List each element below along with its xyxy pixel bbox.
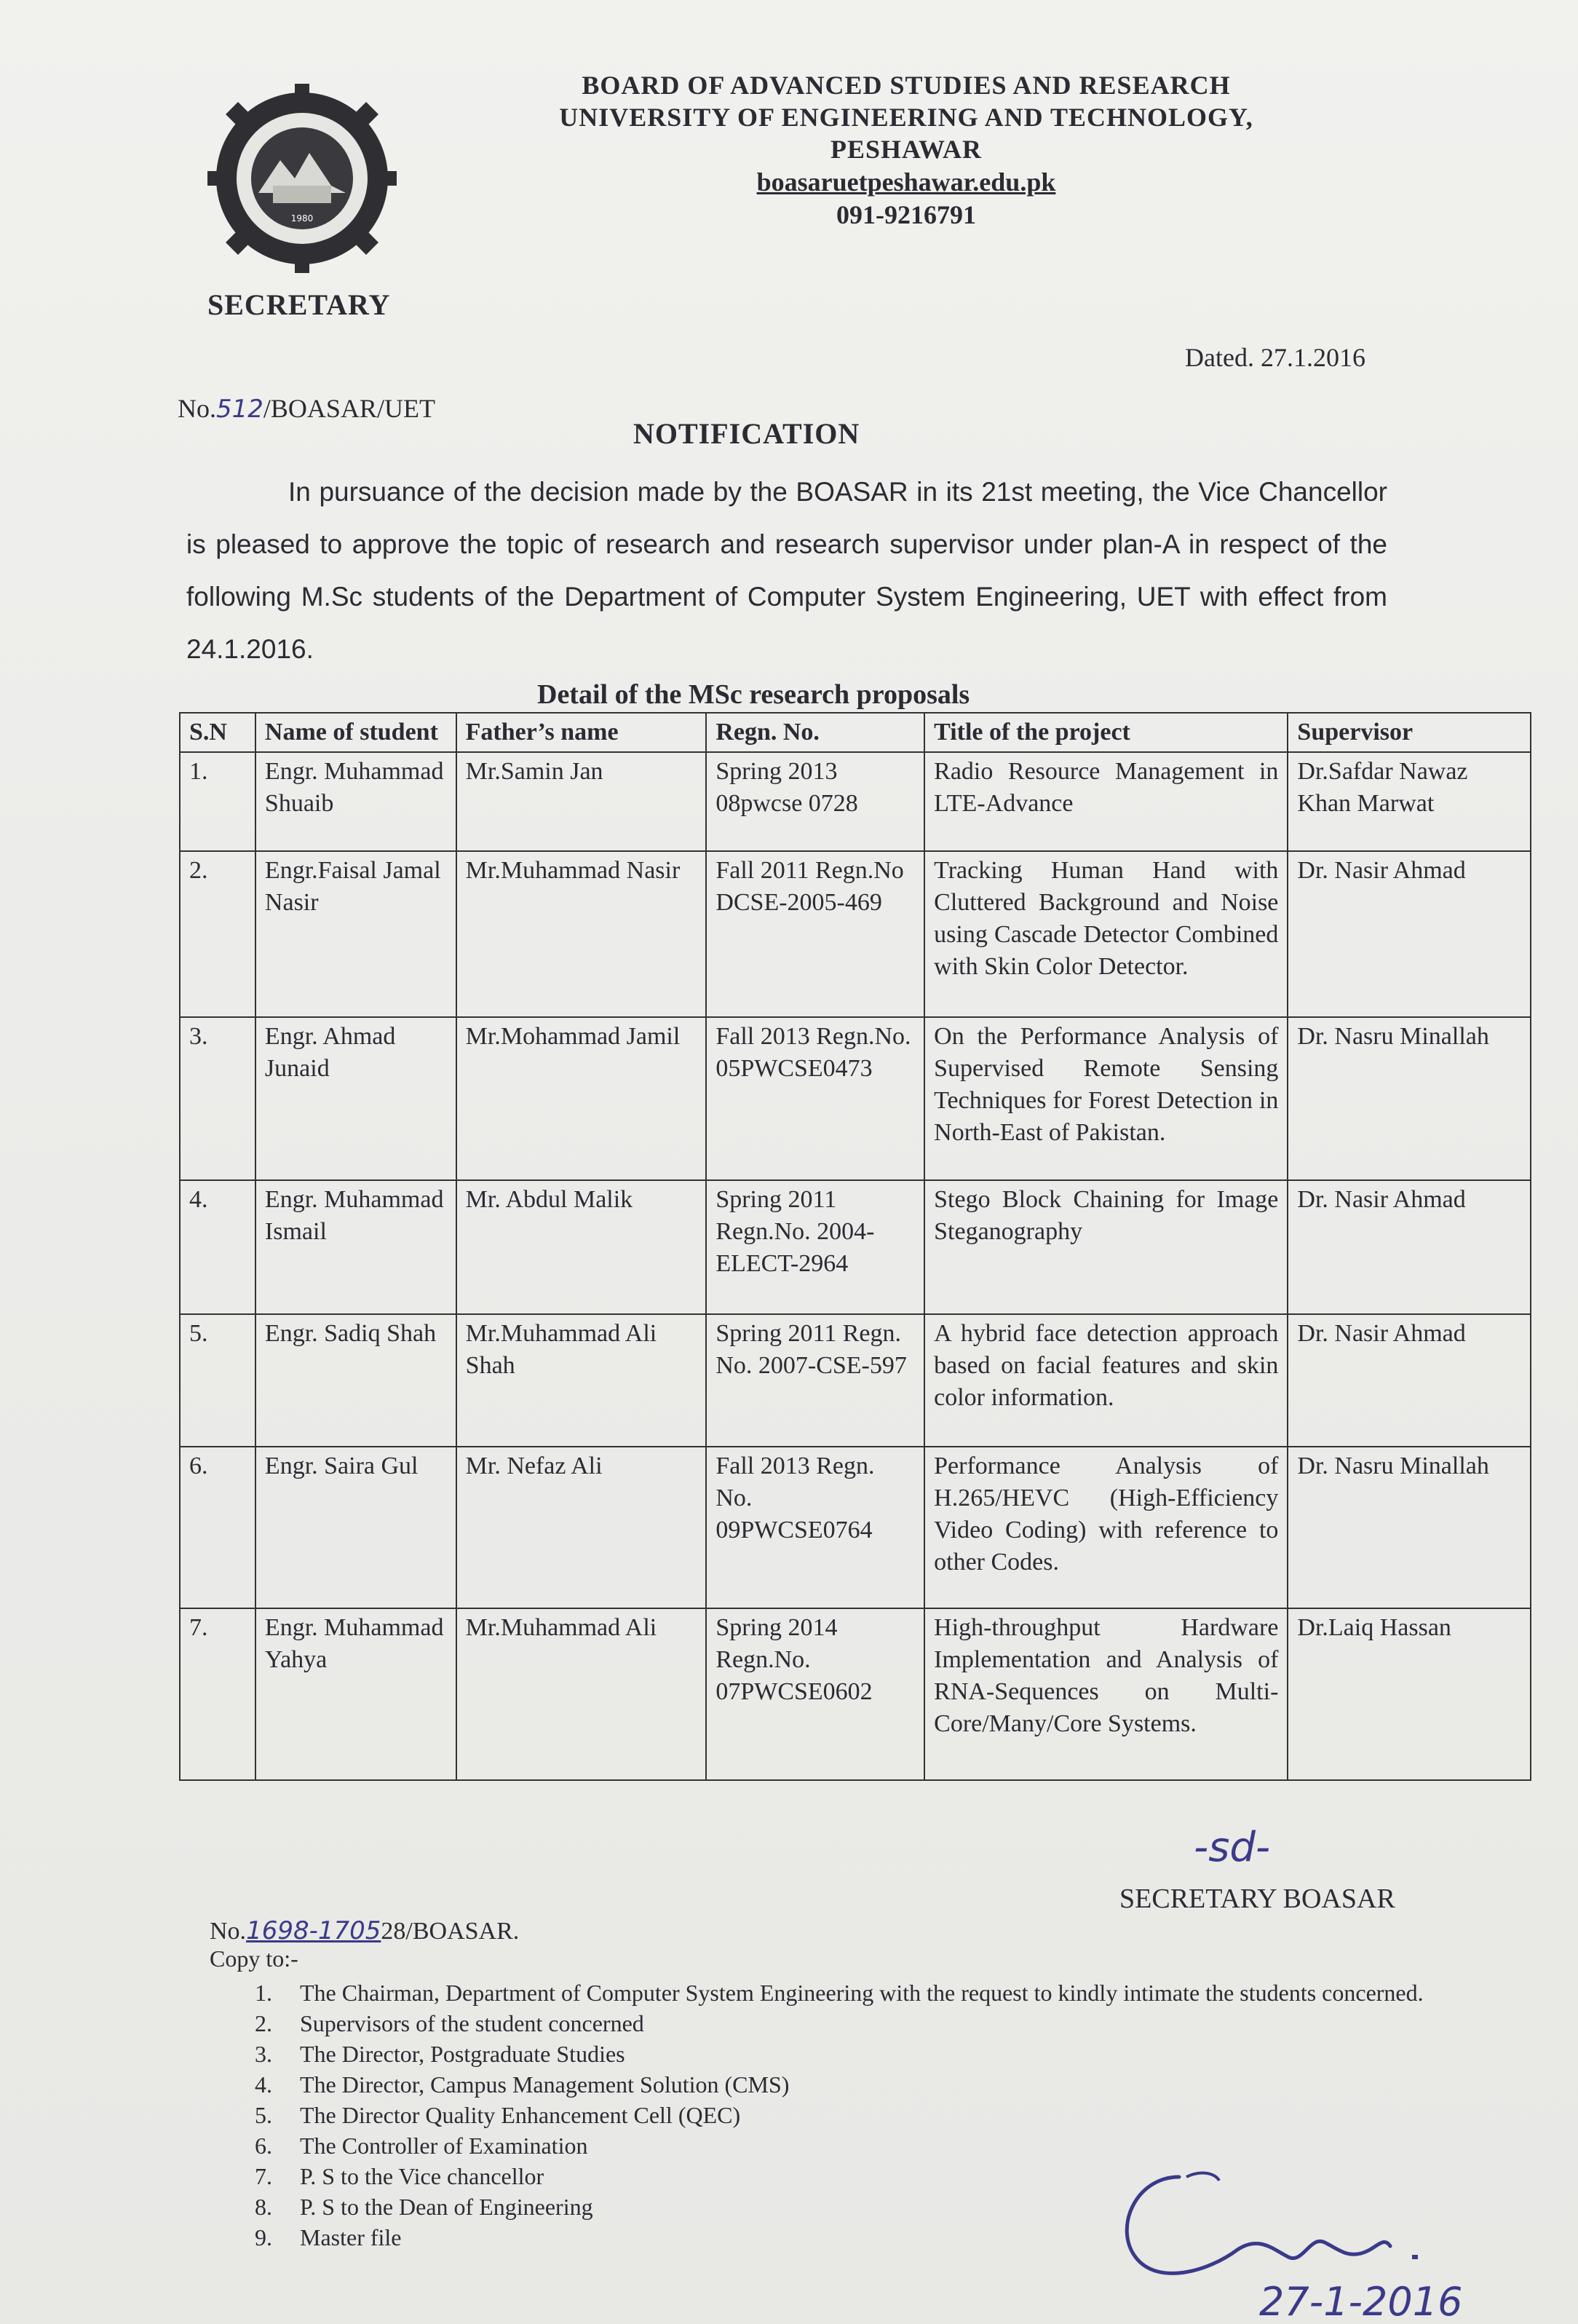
table-row [180,1314,1531,1447]
list-item [255,1977,1492,2008]
list-item-text: Supervisors of the student concerned [300,2010,644,2036]
cell-father: Mr.Mohammad Jamil [456,1017,707,1180]
list-item [255,2039,1492,2069]
cell-sn: 7. [180,1608,255,1780]
table-row [180,1180,1531,1314]
list-item-number: 8. [255,2194,272,2220]
city-name: PESHAWAR [830,135,983,164]
cell-name: Engr. Muhammad Ismail [255,1180,456,1314]
list-item-number: 7. [255,2163,272,2189]
signature-date: 27-1-2016 [1259,2279,1463,2323]
copy-prefix: No. [210,1918,247,1945]
cell-title: Radio Resource Management in LTE-Advance [924,752,1288,851]
cell-title: High-throughput Hardware Implementation and Analysis of RNA-Sequences on Multi-Core/Many/Core Systems. [924,1608,1288,1780]
cell-regn: Fall 2011 Regn.No DCSE-2005-469 [706,851,924,1017]
list-item-number: 3. [255,2041,272,2067]
cell-supervisor: Dr. Nasir Ahmad [1288,1180,1531,1314]
list-item-number: 6. [255,2133,272,2159]
cell-regn: Fall 2013 Regn. No. 09PWCSE0764 [706,1447,924,1608]
list-item-number: 2. [255,2010,272,2036]
cell-sn: 3. [180,1017,255,1180]
list-item-text: The Chairman, Department of Computer System Engineering with the request to kindly intimate the students concerned. [300,1980,1424,2006]
cell-supervisor: Dr. Nasir Ahmad [1288,1314,1531,1447]
dated-line: Dated. 27.1.2016 [1185,343,1365,372]
proposals-table [179,712,1531,1781]
table-row [180,1608,1531,1780]
ref-handwritten-number: 512 [216,395,263,424]
list-item-number: 5. [255,2102,272,2128]
cell-regn: Spring 2011 Regn. No. 2007-CSE-597 [706,1314,924,1447]
cell-supervisor: Dr. Nasru Minallah [1288,1017,1531,1180]
phone-number: 091-9216791 [836,200,976,229]
notification-body [186,466,1387,676]
handwritten-signature [1092,2148,1558,2323]
cell-name: Engr. Sadiq Shah [255,1314,456,1447]
ref-suffix: /BOASAR/UET [263,394,435,423]
cell-regn: Fall 2013 Regn.No. 05PWCSE0473 [706,1017,924,1180]
list-item-text: P. S to the Dean of Engineering [300,2194,593,2220]
cell-title: Stego Block Chaining for Image Steganography [924,1180,1288,1314]
list-item-text: Master file [300,2224,402,2250]
header-regn: Regn. No. [706,713,924,752]
secretary-boasar: SECRETARY BOASAR [1119,1884,1395,1914]
cell-name: Engr. Saira Gul [255,1447,456,1608]
copy-suffix: 28/BOASAR. [381,1918,520,1945]
signed-mark: -sd- [1194,1824,1271,1871]
cell-title: On the Performance Analysis of Supervised Remote Sensing Techniques for Forest Detection in North-East of Pakistan. [924,1017,1288,1180]
list-item-text: The Director Quality Enhancement Cell (QEC) [300,2102,741,2128]
cell-supervisor: Dr. Nasir Ahmad [1288,851,1531,1017]
cell-supervisor: Dr.Safdar Nawaz Khan Marwat [1288,752,1531,851]
list-item-text: The Controller of Examination [300,2133,588,2159]
header-father: Father’s name [456,713,707,752]
cell-father: Mr.Muhammad Ali Shah [456,1314,707,1447]
copy-to-label: Copy to:- [210,1945,298,1972]
cell-title: Tracking Human Hand with Cluttered Background and Noise using Cascade Detector Combined with Skin Color Detector. [924,851,1288,1017]
list-item-number: 1. [255,1980,272,2006]
university-seal-logo [186,76,419,288]
reference-number [178,393,435,424]
cell-regn: Spring 2011 Regn.No. 2004-ELECT-2964 [706,1180,924,1314]
seal-year: 1980 [290,213,314,224]
header-name: Name of student [255,713,456,752]
table-row [180,1017,1531,1180]
cell-sn: 1. [180,752,255,851]
notification-body-text: In pursuance of the decision made by the BOASAR in its 21st meeting, the Vice Chancellor is pleased to approve the topic of research and research supervisor under plan-A in respect of the following M.Sc students of the Department of Computer System Engineering, UET with effect from 24.1.2016. [186,477,1387,664]
cell-title: Performance Analysis of H.265/HEVC (High-Efficiency Video Coding) with reference to other Codes. [924,1447,1288,1608]
cell-father: Mr. Abdul Malik [456,1180,707,1314]
table-row [180,1447,1531,1608]
table-row [180,752,1531,851]
secretary-label: SECRETARY [207,288,391,321]
cell-sn: 2. [180,851,255,1017]
cell-supervisor: Dr. Nasru Minallah [1288,1447,1531,1608]
notification-title: NOTIFICATION [633,417,860,450]
list-item-text: P. S to the Vice chancellor [300,2163,544,2189]
cell-name: Engr. Ahmad Junaid [255,1017,456,1180]
copy-reference-number [210,1916,519,1945]
cell-regn: Spring 2014 Regn.No. 07PWCSE0602 [706,1608,924,1780]
list-item-text: The Director, Postgraduate Studies [300,2041,625,2067]
board-name: BOARD OF ADVANCED STUDIES AND RESEARCH [582,71,1231,100]
header-supervisor: Supervisor [1288,713,1531,752]
cell-name: Engr.Faisal Jamal Nasir [255,851,456,1017]
cell-father: Mr. Nefaz Ali [456,1447,707,1608]
list-item [255,2069,1492,2100]
table-header-row [180,713,1531,752]
header-sn: S.N [180,713,255,752]
website-link[interactable]: boasaruetpeshawar.edu.pk [756,167,1056,197]
letterhead [524,69,1288,231]
ref-prefix: No. [178,394,216,423]
list-item-number: 4. [255,2071,272,2098]
list-item [255,2100,1492,2130]
cell-supervisor: Dr.Laiq Hassan [1288,1608,1531,1780]
copy-handwritten-number: 1698-1705 [246,1916,381,1945]
table-title: Detail of the MSc research proposals [537,679,970,710]
table-row [180,851,1531,1017]
cell-regn: Spring 2013 08pwcse 0728 [706,752,924,851]
cell-sn: 6. [180,1447,255,1608]
cell-father: Mr.Muhammad Nasir [456,851,707,1017]
cell-father: Mr.Muhammad Ali [456,1608,707,1780]
cell-sn: 5. [180,1314,255,1447]
cell-name: Engr. Muhammad Yahya [255,1608,456,1780]
cell-title: A hybrid face detection approach based on facial features and skin color information. [924,1314,1288,1447]
cell-name: Engr. Muhammad Shuaib [255,752,456,851]
university-name: UNIVERSITY OF ENGINEERING AND TECHNOLOGY, [559,103,1253,132]
list-item-number: 9. [255,2224,272,2250]
cell-sn: 4. [180,1180,255,1314]
header-title: Title of the project [924,713,1288,752]
cell-father: Mr.Samin Jan [456,752,707,851]
list-item-text: The Director, Campus Management Solution (CMS) [300,2071,790,2098]
list-item [255,2008,1492,2039]
